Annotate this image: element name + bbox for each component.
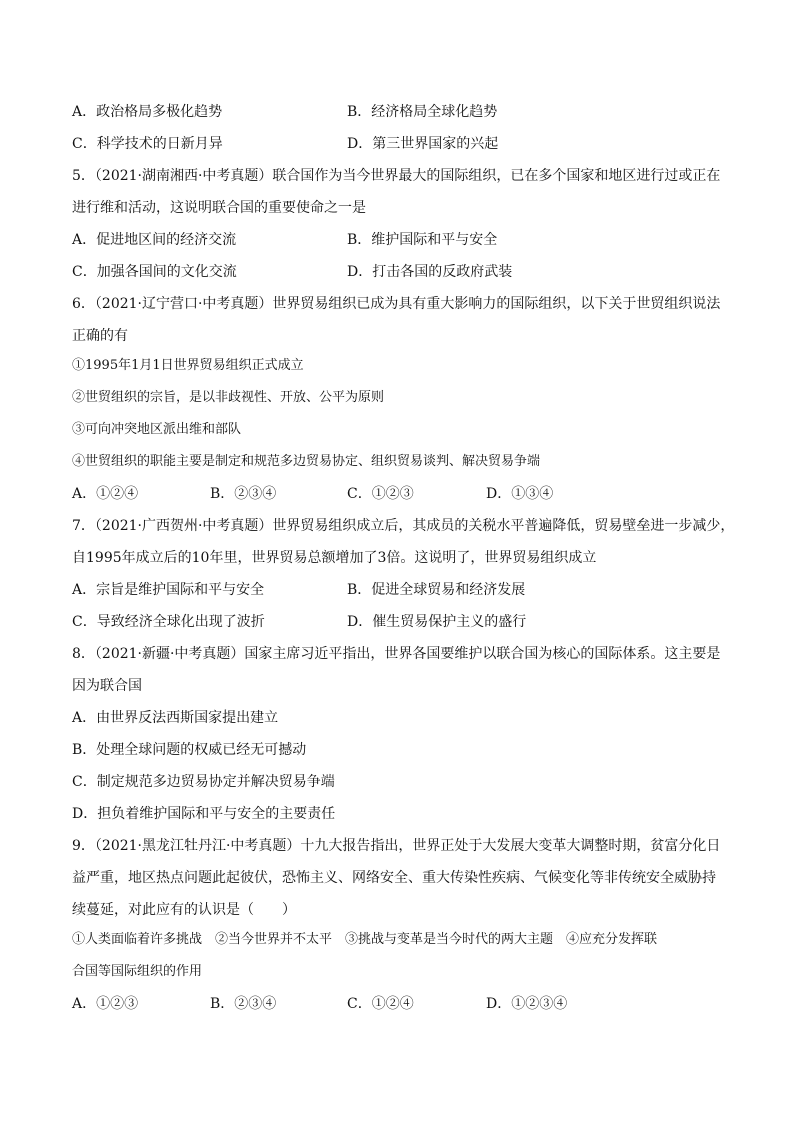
q5-stem-line2: 进行维和活动，这说明联合国的重要使命之一是 bbox=[72, 200, 366, 216]
q9-option-a: A．①②③ bbox=[72, 996, 139, 1012]
q9-option-c: C．①②④ bbox=[347, 996, 414, 1012]
q6-option-b: B．②③④ bbox=[210, 486, 277, 502]
q4-option-d: D．第三世界国家的兴起 bbox=[347, 136, 499, 152]
q4-option-a: A．政治格局多极化趋势 bbox=[72, 104, 223, 120]
q7-stem-line1: 7．（2021·广西贺州·中考真题）世界贸易组织成立后，其成员的关税水平普遍降低，贸易壁垒进一步减少， bbox=[72, 518, 735, 534]
q5-stem-line1: 5．（2021·湖南湘西·中考真题）联合国作为当今世界最大的国际组织，已在多个国家和地区进行过或正在 bbox=[72, 168, 721, 184]
q5-option-d: D．打击各国的反政府武装 bbox=[347, 264, 513, 280]
q7-option-c: C．导致经济全球化出现了波折 bbox=[72, 614, 265, 630]
q6-statement-3: ③可向冲突地区派出维和部队 bbox=[72, 422, 242, 437]
q7-option-a: A．宗旨是维护国际和平与安全 bbox=[72, 582, 265, 598]
q4-option-b: B．经济格局全球化趋势 bbox=[347, 104, 498, 120]
q6-option-a: A．①②④ bbox=[72, 486, 139, 502]
q6-stem-line1: 6．（2021·辽宁营口·中考真题）世界贸易组织已成为具有重大影响力的国际组织，以下关于世贸组织说法 bbox=[72, 296, 721, 312]
q5-option-c: C．加强各国间的文化交流 bbox=[72, 264, 237, 280]
q6-option-d: D．①③④ bbox=[486, 486, 554, 502]
q5-option-b: B．维护国际和平与安全 bbox=[347, 232, 498, 248]
q6-statement-1: ①1995年1月1日世界贸易组织正式成立 bbox=[72, 358, 304, 373]
q5-option-a: A．促进地区间的经济交流 bbox=[72, 232, 237, 248]
q6-statement-2: ②世贸组织的宗旨，是以非歧视性、开放、公平为原则 bbox=[72, 390, 385, 405]
q7-option-d: D．催生贸易保护主义的盛行 bbox=[347, 614, 527, 630]
q4-option-c: C．科学技术的日新月异 bbox=[72, 136, 223, 152]
q6-statement-4: ④世贸组织的职能主要是制定和规范多边贸易协定、组织贸易谈判、解决贸易争端 bbox=[72, 454, 541, 469]
q8-option-c: C．制定规范多边贸易协定并解决贸易争端 bbox=[72, 774, 335, 790]
q9-statements-line1: ①人类面临着许多挑战 ②当今世界并不太平 ③挑战与变革是当今时代的两大主题 ④应充分发挥联 bbox=[72, 932, 658, 947]
q8-option-b: B．处理全球问题的权威已经无可撼动 bbox=[72, 742, 307, 758]
q9-stem-line3: 续蔓延，对此应有的认识是（ ） bbox=[72, 902, 296, 918]
q7-option-b: B．促进全球贸易和经济发展 bbox=[347, 582, 526, 598]
q6-option-c: C．①②③ bbox=[347, 486, 414, 502]
q8-stem-line1: 8．（2021·新疆·中考真题）国家主席习近平指出，世界各国要维护以联合国为核心的国际体系。这主要是 bbox=[72, 646, 721, 662]
q7-stem-line2: 自1995年成立后的10年里，世界贸易总额增加了3倍。这说明了，世界贸易组织成立 bbox=[72, 550, 597, 566]
q8-option-a: A．由世界反法西斯国家提出建立 bbox=[72, 710, 279, 726]
q9-stem-line1: 9．（2021·黑龙江牡丹江·中考真题）十九大报告指出，世界正处于大发展大变革大调整时期，贫富分化日 bbox=[72, 838, 721, 854]
q8-stem-line2: 因为联合国 bbox=[72, 678, 142, 694]
q9-statements-line2: 合国等国际组织的作用 bbox=[72, 964, 203, 979]
q9-stem-line2: 益严重，地区热点问题此起彼伏，恐怖主义、网络安全、重大传染性疾病、气候变化等非传统安全威胁持 bbox=[72, 870, 716, 886]
q6-stem-line2: 正确的有 bbox=[72, 328, 128, 344]
q9-option-b: B．②③④ bbox=[210, 996, 277, 1012]
q9-option-d: D．①②③④ bbox=[486, 996, 568, 1012]
q8-option-d: D．担负着维护国际和平与安全的主要责任 bbox=[72, 806, 336, 822]
